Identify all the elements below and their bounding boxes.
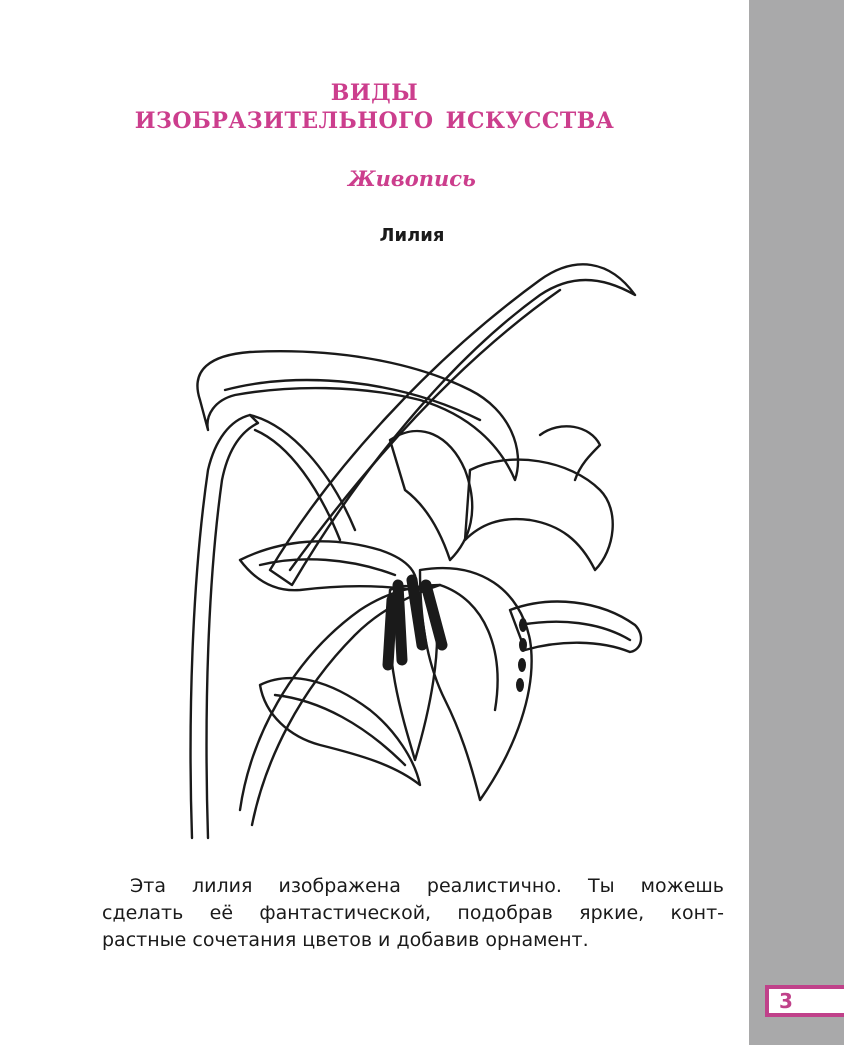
page-number: 3 <box>769 989 844 1013</box>
page-number-tab <box>765 985 844 1017</box>
illustration-caption: Лилия <box>379 225 445 246</box>
lily-petal-bottom <box>420 568 532 800</box>
page-title-line-2: ИЗОБРАЗИТЕЛЬНОГО ИСКУССТВА <box>134 108 615 134</box>
description-line-3: растные сочетания цветов и добавив орнамент. <box>102 929 589 951</box>
description-line-1: Эта лилия изображена реалистично. Ты можешь <box>130 875 724 897</box>
lily-coloring-illustration <box>180 240 660 850</box>
lily-petal-left <box>240 541 416 590</box>
section-subtitle: Живопись <box>348 166 476 191</box>
lily-leaf-lower <box>240 585 440 825</box>
lily-leaf-upper <box>270 264 635 585</box>
lily-petal-right <box>465 460 613 570</box>
page-side-bar <box>749 0 844 1045</box>
page-title-line-1: ВИДЫ <box>330 80 419 106</box>
description-paragraph <box>102 873 724 954</box>
lily-petal-back <box>390 431 472 560</box>
lily-stamens <box>388 580 442 665</box>
description-line-2: сделать её фантастической, подобрав яркие, конт- <box>102 902 724 924</box>
